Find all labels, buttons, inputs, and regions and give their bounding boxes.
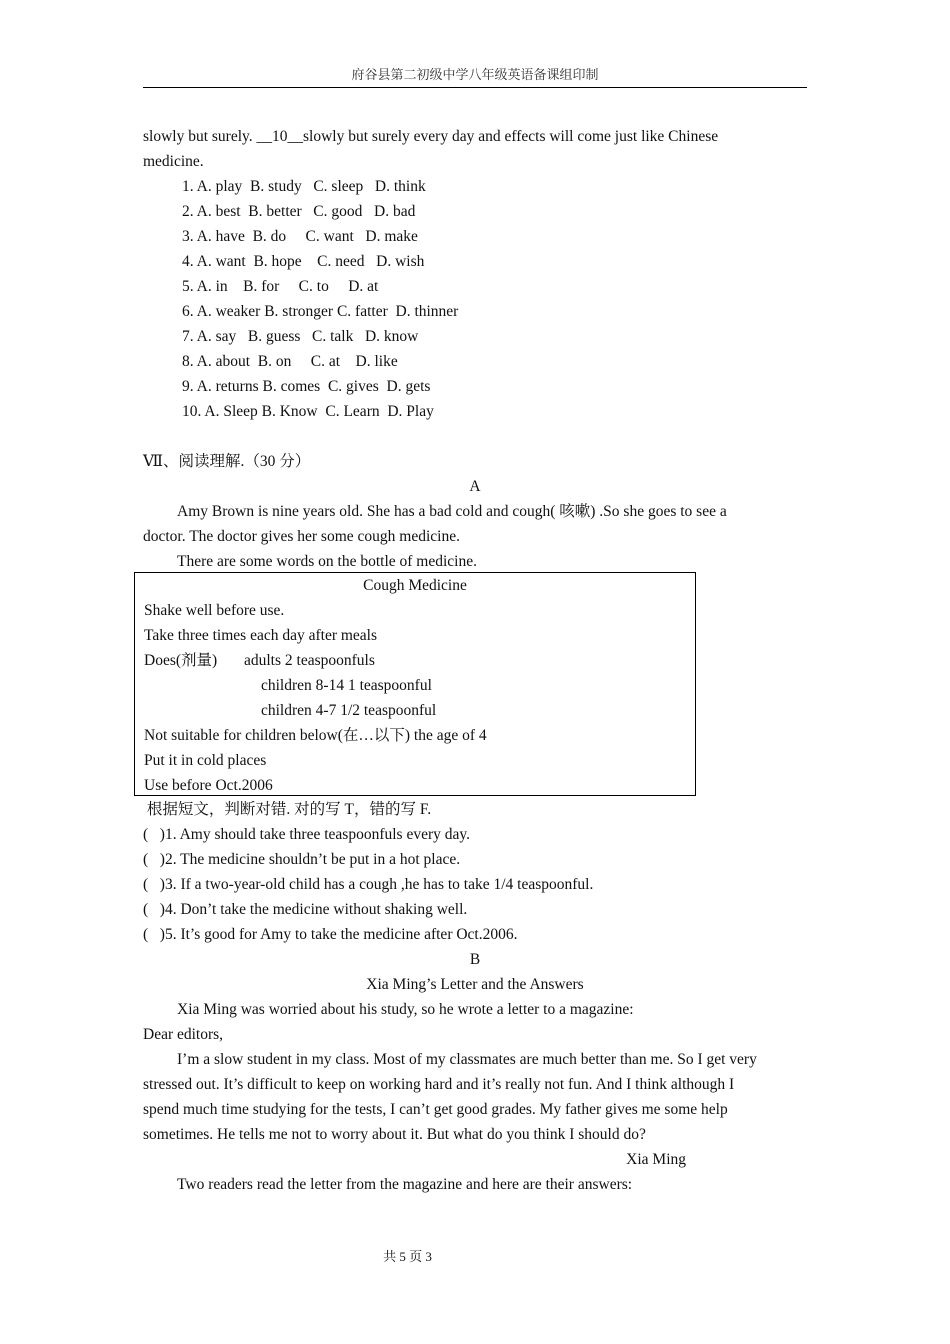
- passage-b-title: Xia Ming’s Letter and the Answers: [366, 976, 584, 993]
- reading-section-title: Ⅶ、阅读理解.（30 分）: [143, 453, 311, 470]
- letter-body-line: I’m a slow student in my class. Most of my classmates are much better than me. So I get very: [177, 1051, 757, 1068]
- dose-adults: adults 2 teaspoonfuls: [244, 652, 375, 669]
- cloze-option: 6. A. weaker B. stronger C. fatter D. thinner: [182, 303, 459, 320]
- medicine-label-times: Take three times each day after meals: [144, 627, 378, 644]
- tf-question: ( )1. Amy should take three teaspoonfuls every day.: [143, 826, 470, 843]
- letter-salutation: Dear editors,: [143, 1026, 224, 1043]
- passage-a-para1-line1: Amy Brown is nine years old. She has a bad cold and cough( 咳嗽) .So she goes to see a: [177, 503, 727, 520]
- cloze-option: 2. A. best B. better C. good D. bad: [182, 203, 416, 220]
- medicine-label-dose-row: [135, 648, 695, 673]
- tf-question: ( )2. The medicine shouldn’t be put in a hot place.: [143, 851, 461, 868]
- cloze-tail-line-1: slowly but surely. __10__slowly but surely every day and effects will come just like Chinese: [143, 128, 719, 145]
- letter-body-line: spend much time studying for the tests, I can’t get good grades. My father gives me some help: [143, 1101, 728, 1118]
- dose-label: Does(剂量): [144, 652, 218, 669]
- dose-children-2: children 4-7 1/2 teaspoonful: [261, 702, 437, 719]
- cloze-option: 1. A. play B. study C. sleep D. think: [182, 178, 426, 195]
- letter-body-line: stressed out. It’s difficult to keep on working hard and it’s really not fun. And I think although I: [143, 1076, 735, 1093]
- cloze-tail-line-2: medicine.: [143, 153, 204, 170]
- cloze-option: 5. A. in B. for C. to D. at: [182, 278, 379, 295]
- passage-a-para1-line2: doctor. The doctor gives her some cough medicine.: [143, 528, 460, 545]
- passage-b-closing: Two readers read the letter from the magazine and here are their answers:: [177, 1176, 633, 1193]
- medicine-label-expiry: Use before Oct.2006: [144, 777, 273, 794]
- letter-body-line: sometimes. He tells me not to worry about it. But what do you think I should do?: [143, 1126, 646, 1143]
- dose-children-1: children 8-14 1 teaspoonful: [261, 677, 432, 694]
- passage-a-para2: There are some words on the bottle of medicine.: [177, 553, 477, 570]
- medicine-label-shake: Shake well before use.: [144, 602, 285, 619]
- cloze-option: 4. A. want B. hope C. need D. wish: [182, 253, 425, 270]
- medicine-label-not-suitable: Not suitable for children below(在…以下) the age of 4: [144, 727, 487, 744]
- page-footer: 共 5 页 3: [383, 1249, 432, 1264]
- letter-signature: Xia Ming: [626, 1151, 686, 1168]
- tf-question: ( )3. If a two-year-old child has a cough ,he has to take 1/4 teaspoonful.: [143, 876, 594, 893]
- medicine-label-storage: Put it in cold places: [144, 752, 267, 769]
- main-content: [143, 124, 807, 574]
- tf-question: ( )5. It’s good for Amy to take the medicine after Oct.2006.: [143, 926, 518, 943]
- tf-instruction: 根据短文，判断对错. 对的写 T，错的写 F.: [143, 801, 432, 818]
- page-header: 府谷县第二初级中学八年级英语备课组印制: [143, 64, 807, 88]
- passage-b-intro: Xia Ming was worried about his study, so he wrote a letter to a magazine:: [177, 1001, 634, 1018]
- after-box-content: [143, 797, 807, 1197]
- cloze-option: 7. A. say B. guess C. talk D. know: [182, 328, 419, 345]
- medicine-label-box: [134, 572, 696, 796]
- cloze-option: 8. A. about B. on C. at D. like: [182, 353, 398, 370]
- cloze-option: 9. A. returns B. comes C. gives D. gets: [182, 378, 431, 395]
- passage-b-heading: B: [469, 951, 481, 968]
- cloze-option: 3. A. have B. do C. want D. make: [182, 228, 418, 245]
- medicine-label-title: Cough Medicine: [363, 577, 467, 594]
- passage-a-heading: A: [469, 478, 481, 495]
- cloze-option: 10. A. Sleep B. Know C. Learn D. Play: [182, 403, 434, 420]
- tf-question: ( )4. Don’t take the medicine without shaking well.: [143, 901, 468, 918]
